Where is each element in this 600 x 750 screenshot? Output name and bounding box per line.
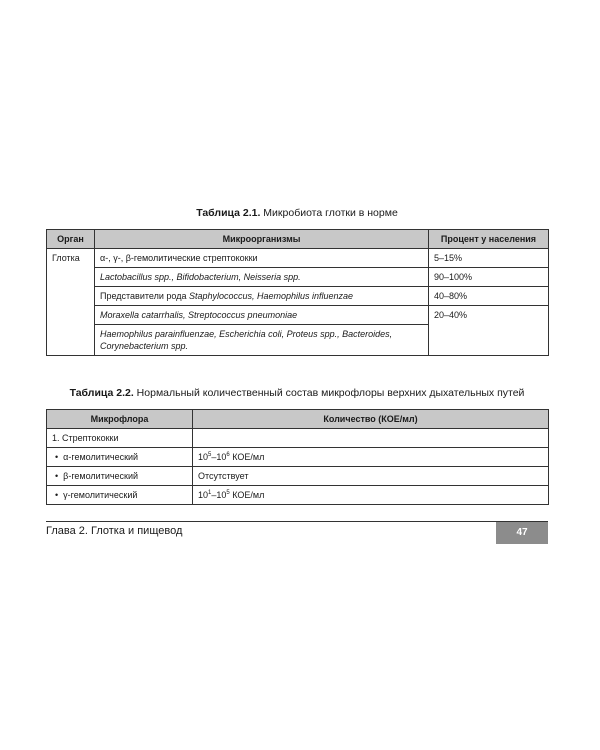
percent-cell: 40–80% xyxy=(429,287,549,306)
table-row xyxy=(47,268,549,287)
micro-text: α-, γ-, β-гемолитические стрептококки xyxy=(100,253,258,263)
bullet: • xyxy=(55,471,59,481)
qty-exp: 1 xyxy=(208,490,212,496)
microflora-table xyxy=(46,409,549,505)
quantity-cell xyxy=(193,448,549,467)
percent-cell: 20–40% xyxy=(429,306,549,356)
qty-base: 10 xyxy=(198,490,209,500)
percent-cell: 5–15% xyxy=(429,249,549,268)
header-percent: Процент у населения xyxy=(429,230,549,249)
micro-italic: Lactobacillus spp., Bifidobacterium, Neisseria spp. xyxy=(100,272,301,282)
table-row xyxy=(47,306,549,325)
table1-caption xyxy=(46,207,548,219)
header-quantity: Количество (КОЕ/мл) xyxy=(193,410,549,429)
micro-italic: Staphylococcus, Haemophilus influenzae xyxy=(188,291,354,301)
name-text: β-гемолитический xyxy=(63,471,139,481)
table-row xyxy=(47,486,549,505)
bullet: • xyxy=(55,452,59,462)
microbiota-table xyxy=(46,229,549,356)
micro-text: Представители рода xyxy=(100,291,189,301)
header-microorganisms: Микроорганизмы xyxy=(95,230,429,249)
chapter-title: Глава 2. Глотка и пищевод xyxy=(46,525,183,537)
micro-italic: Moraxella catarrhalis, Streptococcus pneumoniae xyxy=(100,310,298,320)
table-row xyxy=(47,448,549,467)
organ-cell: Глотка xyxy=(47,249,95,356)
qty-exp2: 6 xyxy=(226,452,230,458)
qty-base2: –10 xyxy=(211,490,227,500)
name-cell xyxy=(47,467,193,486)
page-number: 47 xyxy=(496,522,548,544)
table-row xyxy=(47,287,549,306)
bullet: • xyxy=(55,490,59,500)
name-text: α-гемолитический xyxy=(63,452,139,462)
table-row xyxy=(47,429,549,448)
empty-cell xyxy=(193,429,549,448)
table-row xyxy=(47,249,549,268)
percent-cell: 90–100% xyxy=(429,268,549,287)
table2-caption xyxy=(46,387,548,399)
microorganism-cell xyxy=(95,287,429,306)
name-text: γ-гемолитический xyxy=(63,490,138,500)
header-microflora: Микрофлора xyxy=(47,410,193,429)
qty-base: 10 xyxy=(198,452,209,462)
table1-caption-text: Микробиота глотки в норме xyxy=(260,207,398,219)
table2-caption-number: Таблица 2.2. xyxy=(69,387,134,399)
table1-caption-number: Таблица 2.1. xyxy=(196,207,261,219)
microorganism-cell xyxy=(95,325,429,356)
qty-unit: КОЕ/мл xyxy=(229,452,265,462)
microorganism-cell xyxy=(95,268,429,287)
table2-header-row xyxy=(47,410,549,429)
microorganism-cell xyxy=(95,249,429,268)
name-cell xyxy=(47,486,193,505)
qty-base2: –10 xyxy=(211,452,227,462)
header-organ: Орган xyxy=(47,230,95,249)
footer-divider xyxy=(46,521,548,522)
qty-unit: КОЕ/мл xyxy=(229,490,265,500)
qty-exp2: 5 xyxy=(226,490,230,496)
group-cell: 1. Стрептококки xyxy=(47,429,193,448)
quantity-cell xyxy=(193,486,549,505)
micro-italic: Haemophilus parainfluenzae, Escherichia coli, Proteus spp., Bacteroides, Corynebacterium spp. xyxy=(100,329,393,351)
quantity-cell: Отсутствует xyxy=(193,467,549,486)
table-row xyxy=(47,467,549,486)
microorganism-cell xyxy=(95,306,429,325)
table2-caption-text: Нормальный количественный состав микрофлоры верхних дыхательных путей xyxy=(133,387,525,399)
qty-exp: 5 xyxy=(208,452,212,458)
name-cell xyxy=(47,448,193,467)
table1-header-row xyxy=(47,230,549,249)
